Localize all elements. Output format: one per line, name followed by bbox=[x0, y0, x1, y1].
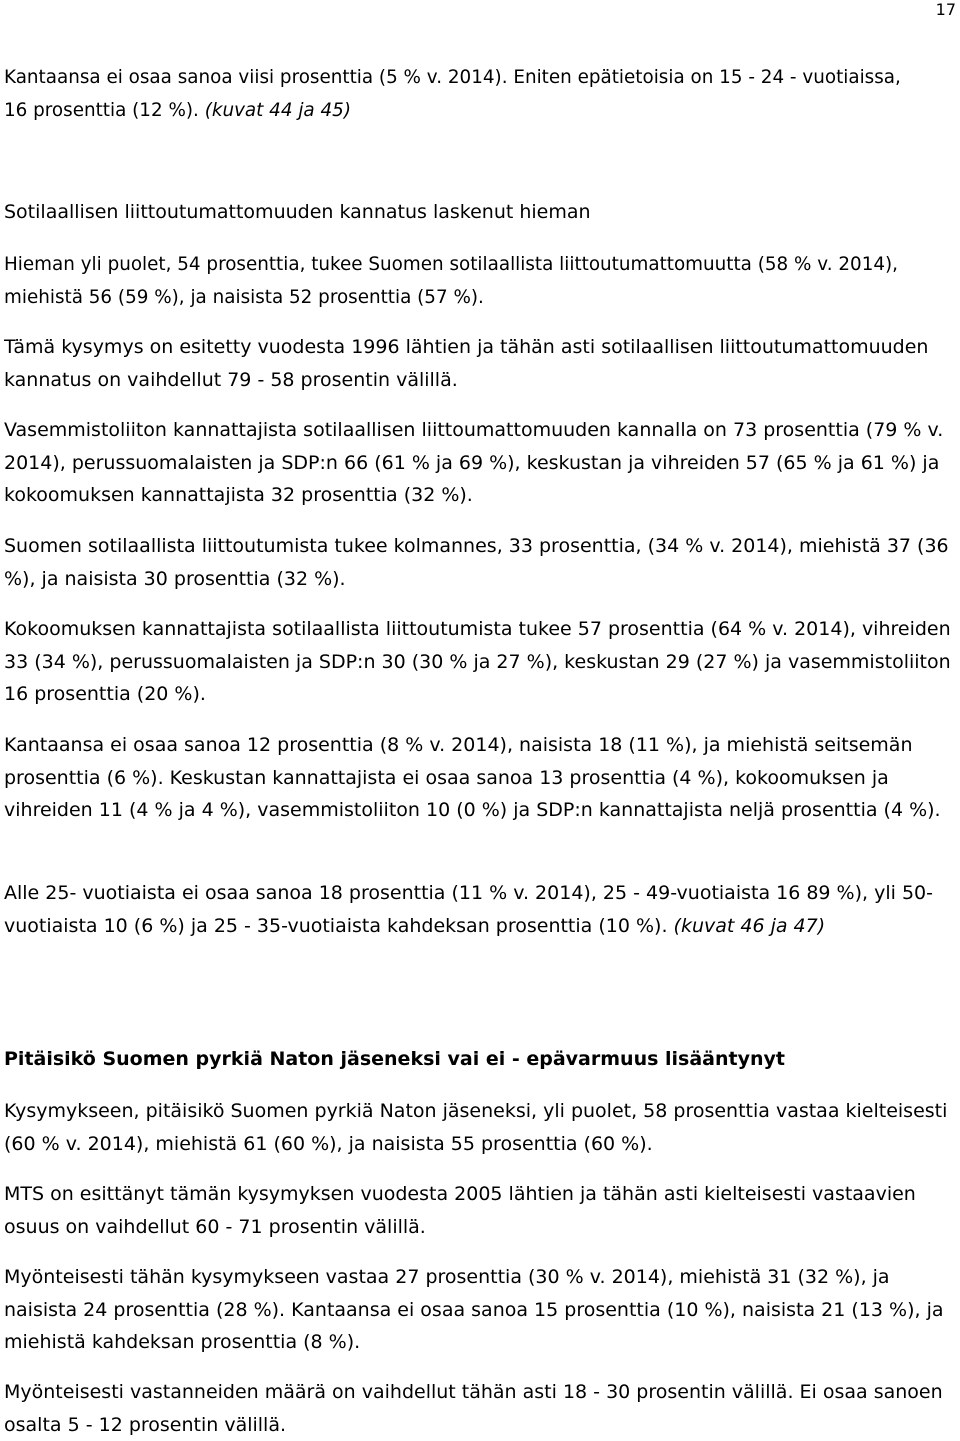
paragraph-alliance-support: Suomen sotilaallista liittoutumista tukee kolmannes, 33 prosenttia, (34 % v. 2014), miehistä 37 (36 %), ja naisista 30 prosenttia (32 %). bbox=[4, 535, 949, 590]
paragraph-question-history: Tämä kysymys on esitetty vuodesta 1996 lähtien ja tähän asti sotilaallisen liittoutumattomuuden kannatus on vaihdellut 79 - 58 prosentin välillä. bbox=[4, 336, 929, 391]
paragraph-undecided-2014 bbox=[4, 61, 923, 126]
page-number: 17 bbox=[935, 0, 956, 19]
paragraph-nato-history: MTS on esittänyt tämän kysymyksen vuodesta 2005 lähtien ja tähän asti kielteisesti vastaavien osuus on vaihdellut 60 - 71 prosentin välillä. bbox=[4, 1183, 916, 1238]
section-heading-non-alignment: Sotilaallisen liittoutumattomuuden kannatus laskenut hieman bbox=[4, 201, 591, 223]
paragraph-nato-negative: Kysymykseen, pitäisikö Suomen pyrkiä Naton jäseneksi, yli puolet, 58 prosenttia vastaa kielteisesti (60 % v. 2014), miehistä 61 (60 %), ja naisista 55 prosenttia (60 %). bbox=[4, 1100, 948, 1155]
paragraph-non-alignment-support: Hieman yli puolet, 54 prosenttia, tukee Suomen sotilaallista liittoutumattomuutta (58 % v. 2014), miehistä 56 (59 %), ja naisista 52 prosenttia (57 %). bbox=[4, 253, 899, 308]
paragraph-undecided-alliance: Kantaansa ei osaa sanoa 12 prosenttia (8 % v. 2014), naisista 18 (11 %), ja miehistä seitsemän prosenttia (6 %). Keskustan kannattajista ei osaa sanoa 13 prosenttia (4 %), kokoomuksen ja vihreiden 11 (4 % ja 4 %), vasemmistoliiton 10 (0 %) ja SDP:n kannattajista neljä prosenttia (4 %). bbox=[4, 734, 941, 821]
paragraph-nato-positive: Myönteisesti tähän kysymykseen vastaa 27 prosenttia (30 % v. 2014), miehistä 31 (32 %), ja naisista 24 prosenttia (28 %). Kantaansa ei osaa sanoa 15 prosenttia (10 %), naisista 21 (13 %), ja miehistä kahdeksan prosenttia (8 %). bbox=[4, 1266, 944, 1353]
section-heading-nato: Pitäisikö Suomen pyrkiä Naton jäseneksi vai ei - epävarmuus lisääntynyt bbox=[4, 1048, 785, 1070]
figure-reference: (kuvat 46 ja 47) bbox=[673, 914, 826, 937]
paragraph-text: Kantaansa ei osaa sanoa viisi prosenttia (5 % v. 2014). Eniten epätietoisia on 15 - 24 - vuotiaissa, 16 prosenttia (12 %). bbox=[4, 66, 901, 121]
paragraph-party-alliance: Kokoomuksen kannattajista sotilaallista liittoutumista tukee 57 prosenttia (64 % v. 2014), vihreiden 33 (34 %), perussuomalaisten ja SDP:n 30 (30 % ja 27 %), keskustan 29 (27 %) ja vasemmistoliiton 16 prosenttia (20 %). bbox=[4, 618, 951, 705]
figure-reference: (kuvat 44 ja 45) bbox=[204, 98, 351, 121]
paragraph-text: Alle 25- vuotiaista ei osaa sanoa 18 prosenttia (11 % v. 2014), 25 - 49-vuotiaista 16 89 %), yli 50- vuotiaista 10 (6 %) ja 25 - 35-vuotiaista kahdeksan prosenttia (10 %). bbox=[4, 882, 933, 937]
paragraph-age-groups bbox=[4, 877, 956, 942]
paragraph-party-non-alignment: Vasemmistoliiton kannattajista sotilaallisen liittoumattomuuden kannalla on 73 prosenttia (79 % v. 2014), perussuomalaisten ja SDP:n 66 (61 % ja 69 %), keskustan ja vihreiden 57 (65 % ja 61 %) ja kokoomuksen kannattajista 32 prosenttia (32 %). bbox=[4, 419, 944, 506]
paragraph-nato-range: Myönteisesti vastanneiden määrä on vaihdellut tähän asti 18 - 30 prosentin välillä. Ei osaa sanoen osalta 5 - 12 prosentin välillä. bbox=[4, 1381, 943, 1436]
